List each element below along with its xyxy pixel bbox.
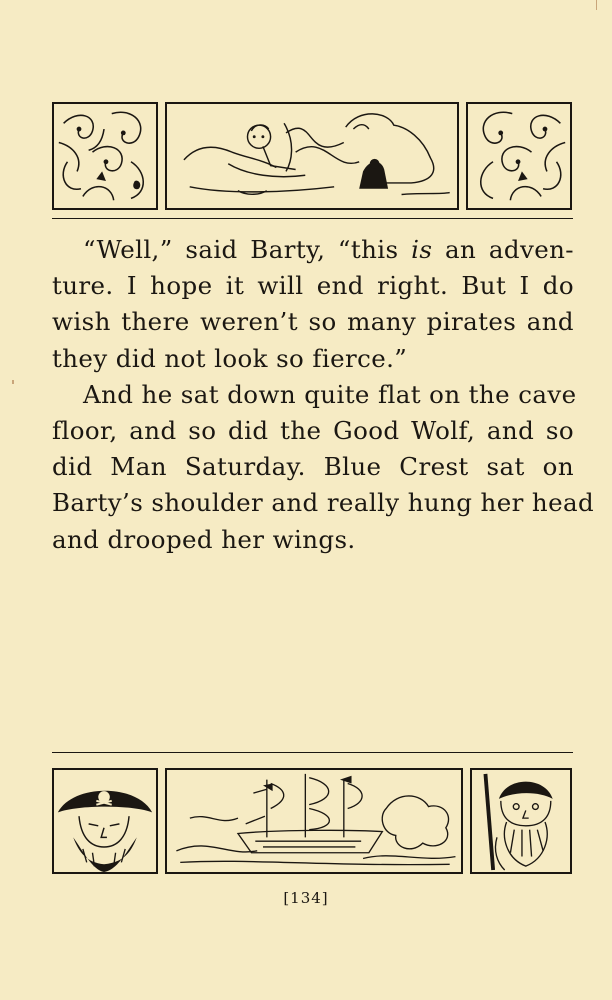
- paragraph-1-line-1: [52, 232, 574, 268]
- paragraph-2-line-1: And he sat down quite flat on the cave: [83, 379, 577, 409]
- bottom-right-illustration: [470, 768, 572, 874]
- paragraph-1-line-2: ture. I hope it will end right. But I do: [52, 271, 574, 301]
- bearded-pirate-icon: [472, 770, 570, 872]
- top-left-ornament: [52, 102, 158, 210]
- paragraph-2-line-4: Barty’s shoulder and really hung her head: [52, 488, 595, 518]
- pirate-with-skull-hat-icon: [54, 770, 156, 872]
- bottom-left-illustration: [52, 768, 158, 874]
- text-span: “Well,” said Barty, “this: [83, 235, 412, 264]
- top-right-ornament: [466, 102, 572, 210]
- margin-speck: [12, 380, 14, 384]
- corner-mark: [596, 0, 597, 10]
- paragraph-2-line-3: did Man Saturday. Blue Crest sat on: [52, 452, 574, 482]
- ornament-swirl-icon: [54, 104, 156, 208]
- paragraph-2-line-2: floor, and so did the Good Wolf, and so: [52, 415, 574, 445]
- text-span: an adven-: [432, 235, 574, 264]
- sailing-ship-scene-icon: [167, 770, 461, 872]
- top-center-illustration: [165, 102, 459, 210]
- emphasis-text: is: [411, 235, 433, 264]
- top-rule: [52, 218, 573, 219]
- paragraph-1-line-3: wish there weren’t so many pirates and: [52, 307, 574, 337]
- body-text: [52, 232, 595, 558]
- boy-and-wolf-scene-icon: [167, 104, 457, 208]
- ornament-swirl-icon: [468, 104, 570, 208]
- bottom-rule: [52, 752, 573, 753]
- bottom-center-illustration: [165, 768, 463, 874]
- paragraph-1-line-4: they did not look so fierce.”: [52, 343, 408, 373]
- page-number: [134]: [283, 889, 329, 907]
- paragraph-2-line-5: and drooped her wings.: [52, 524, 356, 554]
